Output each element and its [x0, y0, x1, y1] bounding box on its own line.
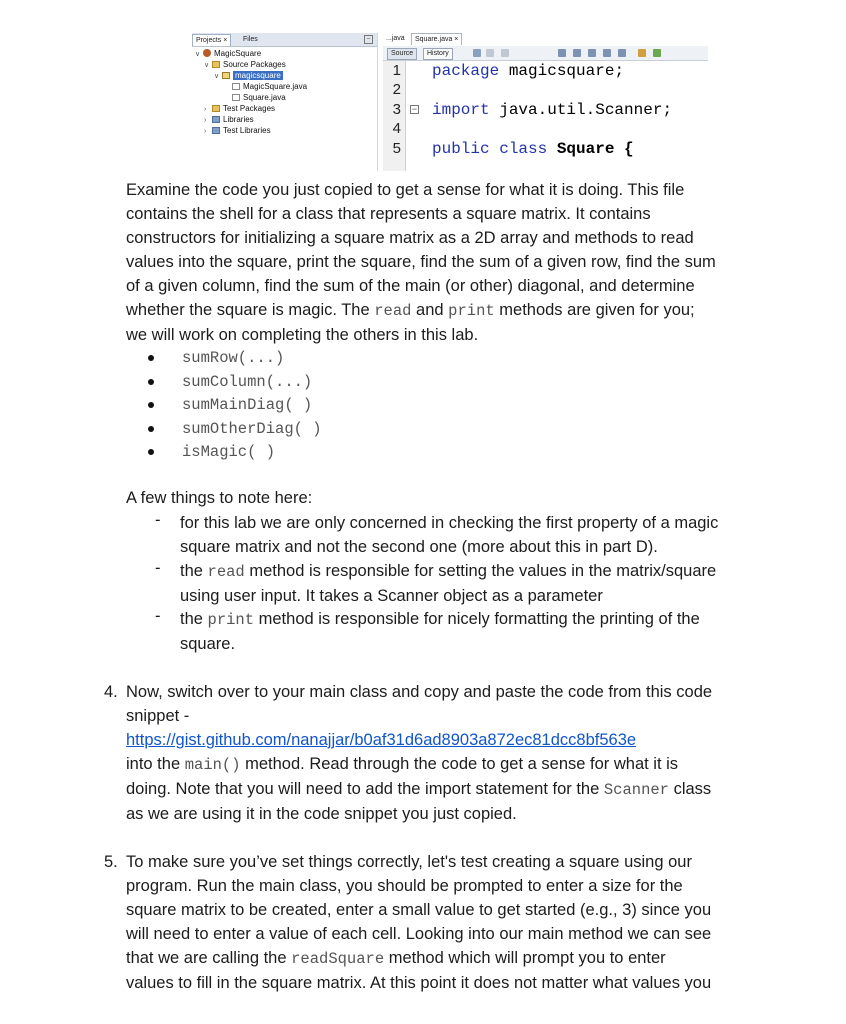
- text-line: [126, 298, 806, 323]
- line-number: 2: [392, 81, 401, 98]
- bullet-icon: [148, 355, 154, 361]
- text-line: To make sure you’ve set things correctly, let's test creating a square using our: [126, 853, 692, 871]
- tree-node-package[interactable]: [214, 70, 283, 81]
- text-line: values to fill in the square matrix. At this point it does not matter what values you: [126, 974, 712, 992]
- code-line-3: [432, 101, 672, 120]
- text-line: values into the square, print the square, find the sum of a given row, find the sum: [126, 253, 716, 271]
- code-editor: [383, 33, 708, 171]
- line-number: 5: [392, 140, 401, 157]
- find-icon[interactable]: [558, 49, 566, 57]
- text-line: square matrix to be created, enter a small value to get started (e.g., 3) since you: [126, 901, 712, 919]
- inline-code: Scanner: [603, 781, 669, 799]
- java-file-icon: [232, 94, 240, 101]
- expand-chevron-icon[interactable]: ∨: [204, 62, 210, 69]
- tree-node-project[interactable]: [195, 48, 261, 59]
- folder-icon: [212, 61, 220, 68]
- text-line: [180, 607, 790, 632]
- method-name: sumRow(...): [182, 349, 285, 367]
- text-run: into the: [126, 755, 185, 773]
- collapse-chevron-icon[interactable]: ›: [204, 117, 207, 124]
- tree-node-label: MagicSquare.java: [243, 82, 308, 91]
- folder-icon: [212, 105, 220, 112]
- text-line: of a given column, find the sum of the main (or other) diagonal, and determine: [126, 277, 695, 295]
- method-name: sumColumn(...): [182, 373, 313, 391]
- note-item: [180, 511, 790, 559]
- tab-square-java[interactable]: Square.java ×: [411, 33, 462, 45]
- bullet-icon: [148, 426, 154, 432]
- tree-node-test-libraries[interactable]: [204, 125, 271, 136]
- tree-node-test-packages[interactable]: [204, 103, 275, 114]
- text-line: for this lab we are only concerned in checking the first property of a magic: [180, 514, 719, 532]
- text-run: and: [411, 301, 449, 319]
- text-run: that we are calling the: [126, 949, 292, 967]
- keyword: import: [432, 101, 490, 119]
- inline-code: read: [207, 563, 245, 581]
- package-icon: [222, 72, 230, 79]
- gist-link[interactable]: https://gist.github.com/nanajjar/b0af31d6ad8903a872ec81dcc8bf563e: [126, 731, 637, 749]
- bullet-icon: [148, 402, 154, 408]
- tree-node-magicsquare-java[interactable]: [232, 81, 307, 92]
- code-text: magicsquare;: [499, 62, 625, 80]
- keyword: public class: [432, 140, 548, 158]
- intro-paragraph: [126, 178, 806, 347]
- tab-magicsquare-java[interactable]: ...java: [386, 35, 405, 42]
- text-line: [126, 777, 806, 802]
- line-number: 1: [392, 62, 401, 79]
- tree-node-square-java[interactable]: [232, 92, 286, 103]
- text-line: we will work on completing the others in this lab.: [126, 326, 479, 344]
- forward-icon[interactable]: [501, 49, 509, 57]
- previous-bookmark-icon[interactable]: [638, 49, 646, 57]
- toggle-highlight-icon[interactable]: [603, 49, 611, 57]
- tree-node-label: magicsquare: [235, 71, 281, 80]
- method-name: isMagic( ): [182, 443, 276, 461]
- project-icon: [203, 49, 211, 57]
- text-line: contains the shell for a class that represents a square matrix. It contains: [126, 205, 651, 223]
- text-run: method. Read through the code to get a sense for what it is: [240, 755, 679, 773]
- code-text: Square {: [547, 140, 634, 158]
- projects-panel: [192, 33, 378, 171]
- dash-bullet: -: [155, 511, 161, 529]
- text-line: will need to enter a value of each cell. Looking into our main method we can see: [126, 925, 712, 943]
- text-line: as we are using it in the code snippet you just copied.: [126, 805, 517, 823]
- ide-screenshot: [192, 33, 708, 171]
- tree-node-label: Source Packages: [223, 60, 286, 69]
- text-line: square matrix and not the second one (more about this in part D).: [180, 538, 658, 556]
- collapse-chevron-icon[interactable]: ›: [204, 106, 207, 113]
- line-number: 4: [392, 120, 401, 137]
- tree-node-libraries[interactable]: [204, 114, 254, 125]
- editor-toolbar: [383, 46, 708, 61]
- text-run: class: [669, 780, 712, 798]
- inline-code: read: [374, 302, 412, 320]
- code-line-5: [432, 140, 634, 159]
- text-line: [180, 559, 790, 584]
- method-name: sumMainDiag( ): [182, 396, 313, 414]
- inline-code: print: [207, 611, 255, 629]
- find-next-icon[interactable]: [588, 49, 596, 57]
- step-number: 4.: [104, 683, 118, 701]
- dash-bullet: -: [155, 559, 161, 577]
- note-item: [180, 559, 790, 608]
- text-line: using user input. It takes a Scanner object as a parameter: [180, 587, 603, 605]
- text-line: [126, 752, 806, 777]
- editor-tabs: [383, 33, 708, 45]
- text-line: [126, 946, 806, 971]
- last-edit-icon[interactable]: [473, 49, 481, 57]
- inline-code: main(): [184, 756, 241, 774]
- text-run: method is responsible for nicely formatting the printing of the: [254, 610, 700, 628]
- collapse-chevron-icon[interactable]: ›: [204, 128, 207, 135]
- text-run: method is responsible for setting the values in the matrix/square: [244, 562, 717, 580]
- tab-files[interactable]: Files: [243, 36, 258, 43]
- text-run: the: [180, 562, 208, 580]
- step-5-paragraph: [126, 850, 806, 995]
- text-run: method which will prompt you to enter: [384, 949, 666, 967]
- step-4-paragraph: [126, 680, 806, 826]
- expand-chevron-icon[interactable]: ∨: [214, 73, 220, 80]
- line-number: 3: [392, 101, 401, 118]
- text-run: the: [180, 610, 208, 628]
- bullet-icon: [148, 379, 154, 385]
- code-text: java.util.Scanner;: [489, 101, 673, 119]
- java-file-icon: [232, 83, 240, 90]
- keyword: package: [432, 62, 500, 80]
- text-run: doing. Note that you will need to add the import statement for the: [126, 780, 604, 798]
- back-icon[interactable]: [486, 49, 494, 57]
- text-line: constructors for initializing a square matrix as a 2D array and methods to read: [126, 229, 694, 247]
- find-previous-icon[interactable]: [573, 49, 581, 57]
- method-name: sumOtherDiag( ): [182, 420, 322, 438]
- library-icon: [212, 127, 220, 134]
- notes-heading: A few things to note here:: [126, 489, 313, 507]
- tab-projects[interactable]: Projects ×: [192, 34, 231, 46]
- note-item: [180, 607, 790, 656]
- line-number-gutter: [383, 61, 406, 171]
- tree-node-label: MagicSquare: [214, 49, 262, 58]
- tab-projects-label: Projects: [196, 37, 222, 44]
- tree-node-label: Test Libraries: [223, 126, 271, 135]
- inline-code: print: [448, 302, 495, 320]
- inline-code: readSquare: [291, 950, 385, 968]
- projects-panel-tabs: [192, 33, 377, 47]
- tree-node-label: Test Packages: [223, 104, 276, 113]
- step-number: 5.: [104, 853, 118, 871]
- text-line: Now, switch over to your main class and copy and paste the code from this code: [126, 683, 713, 701]
- text-line: program. Run the main class, you should be prompted to enter a size for the: [126, 877, 683, 895]
- text-line: snippet -: [126, 707, 190, 725]
- source-button[interactable]: Source: [387, 48, 417, 60]
- minimize-icon[interactable]: –: [364, 35, 373, 44]
- tab-square-java-label: Square.java: [415, 36, 453, 43]
- text-line: square.: [180, 635, 236, 653]
- tree-node-label: Libraries: [223, 115, 254, 124]
- dash-bullet: -: [155, 607, 161, 625]
- text-run: whether the square is magic. The: [126, 301, 375, 319]
- bullet-icon: [148, 449, 154, 455]
- text-run: methods are given for you;: [494, 301, 695, 319]
- library-icon: [212, 116, 220, 123]
- text-line: Examine the code you just copied to get a sense for what it is doing. This file: [126, 181, 685, 199]
- tree-node-source-packages[interactable]: [204, 59, 286, 70]
- code-line-1: [432, 62, 624, 81]
- tree-node-label: Square.java: [243, 93, 286, 102]
- fold-toggle-icon[interactable]: −: [411, 105, 418, 115]
- code-area[interactable]: [405, 61, 708, 171]
- expand-chevron-icon[interactable]: ∨: [195, 51, 201, 58]
- toggle-rect-select-icon[interactable]: [618, 49, 626, 57]
- next-bookmark-icon[interactable]: [653, 49, 661, 57]
- history-button[interactable]: History: [423, 48, 453, 60]
